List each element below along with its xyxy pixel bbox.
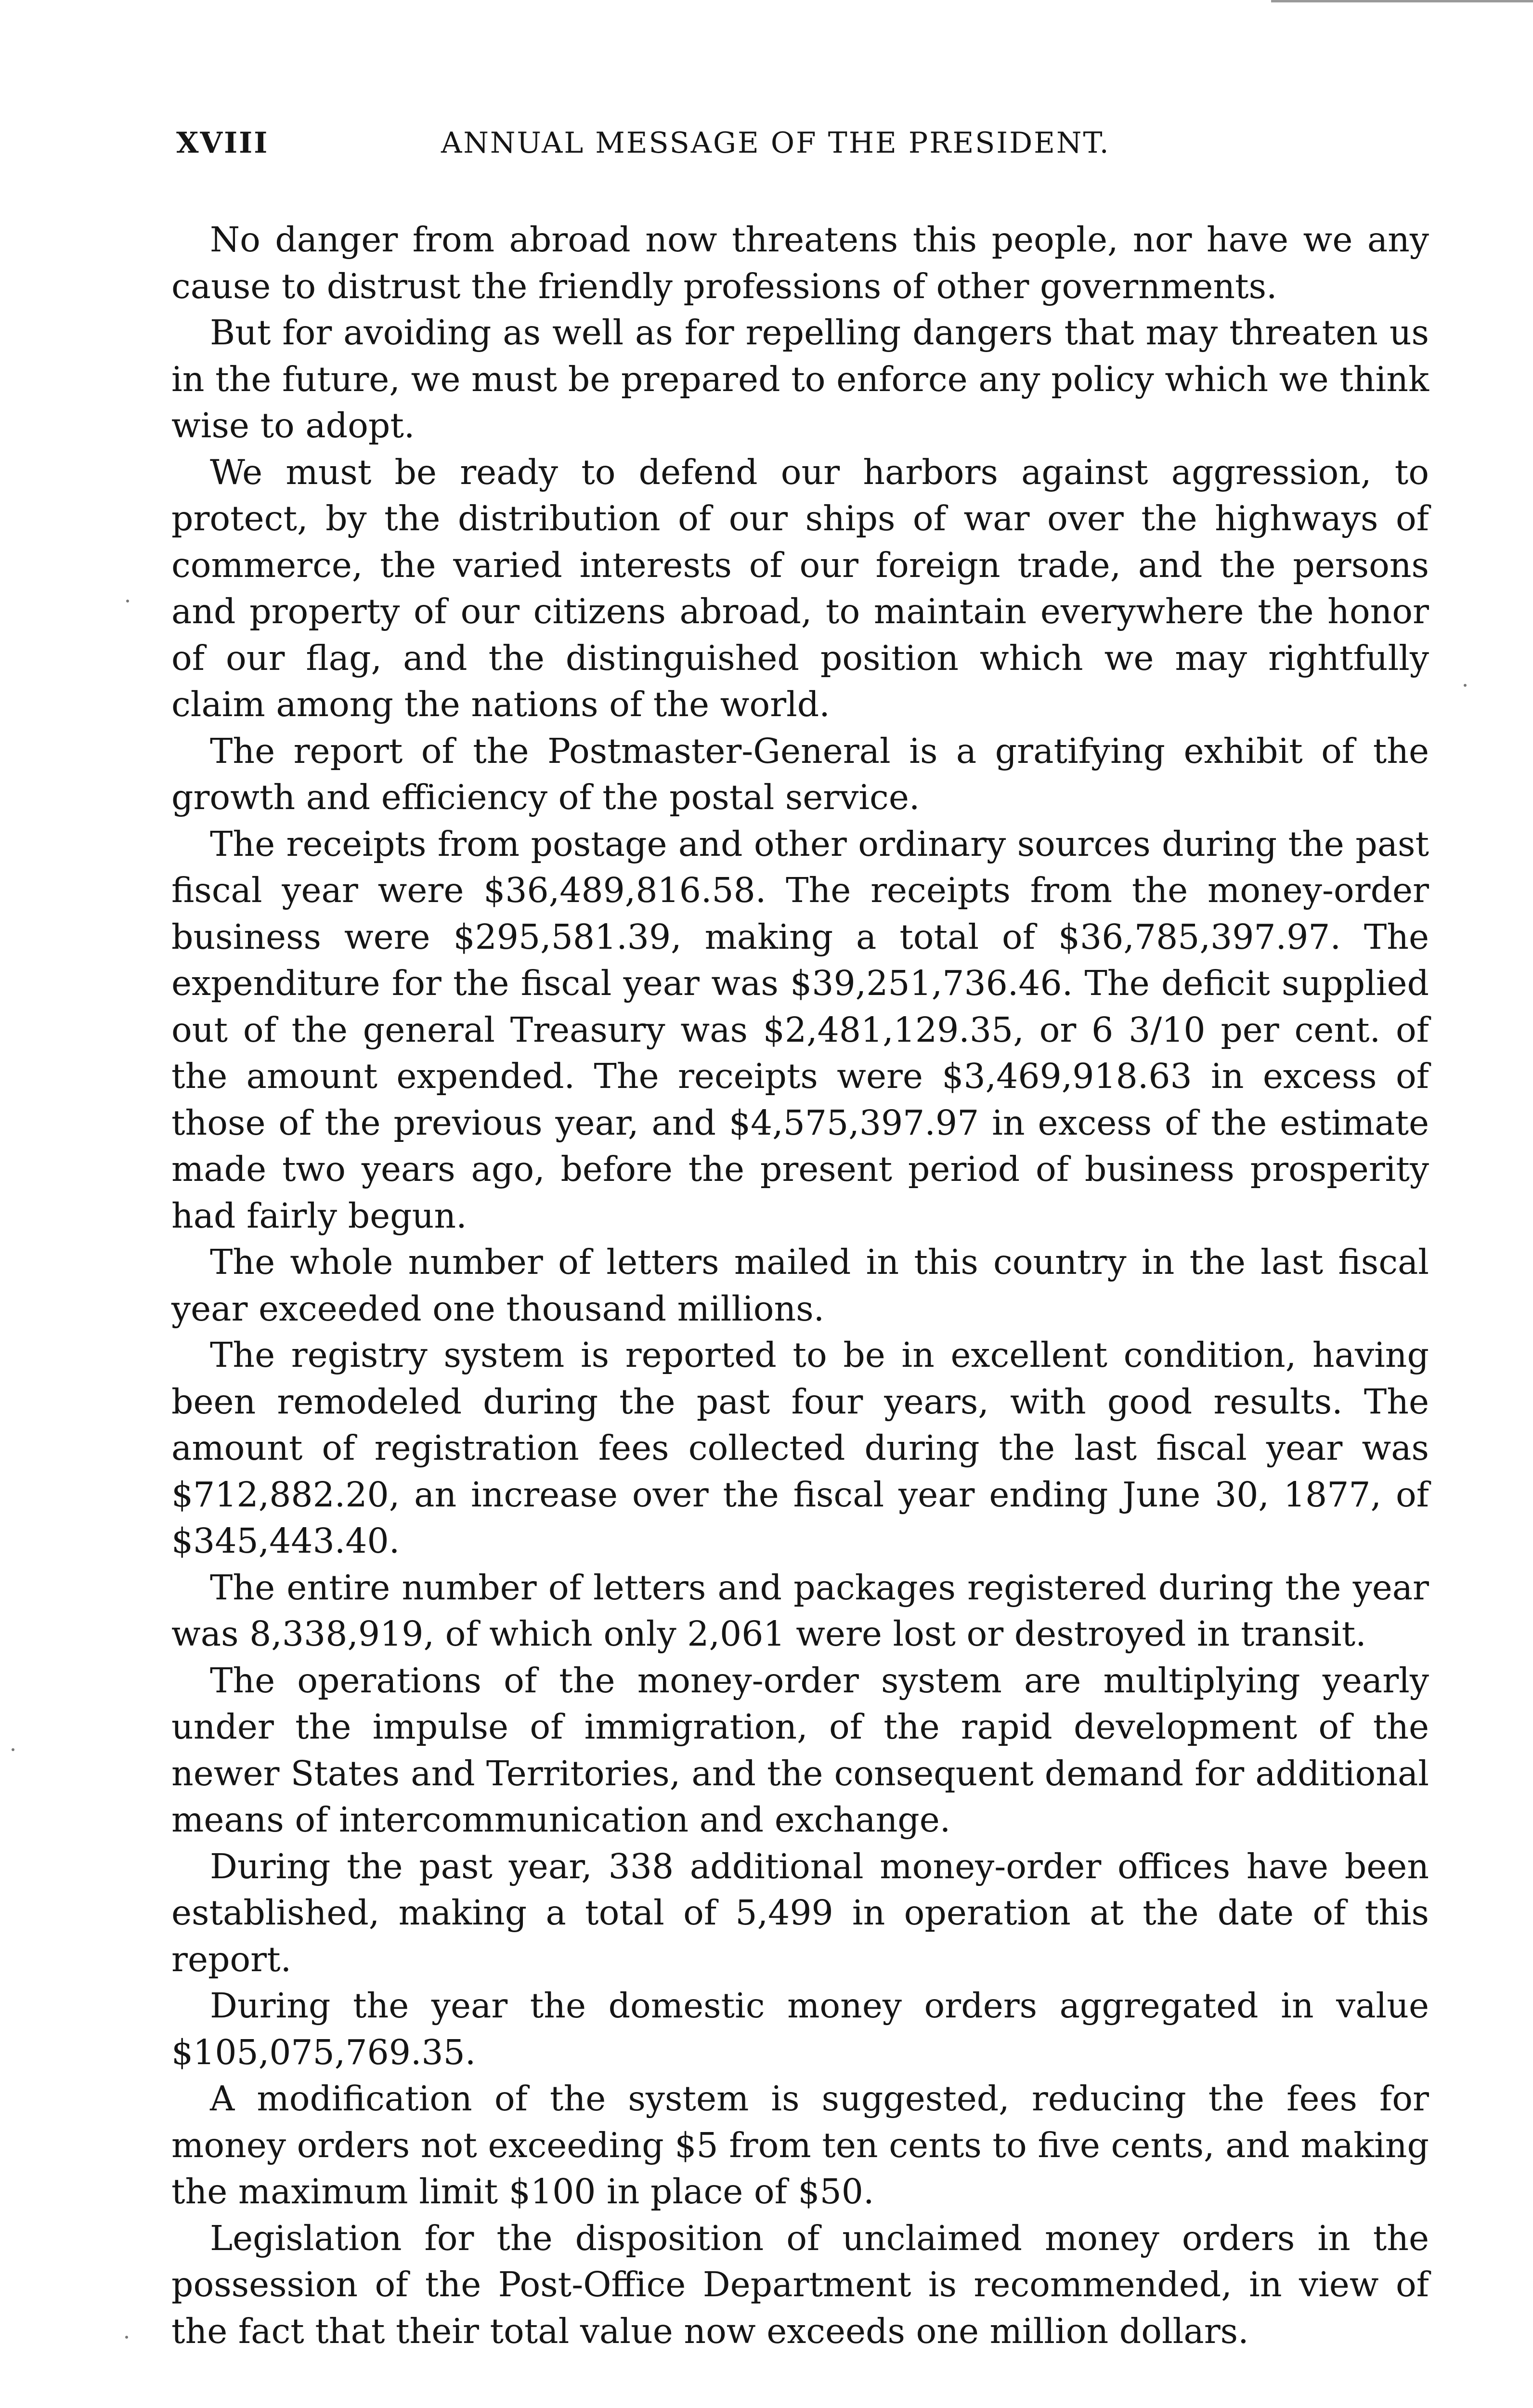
paragraph-fee-modification: A modification of the system is suggested, reducing the fees for money orders not exceeding $5 from ten cents to five cents, and making the maximum limit $100 in place of $50. bbox=[171, 2079, 1429, 2212]
scan-speck bbox=[1464, 684, 1467, 687]
paragraph-letters-mailed: The whole number of letters mailed in this country in the last fiscal year exceeded one thousand millions. bbox=[171, 1242, 1429, 1329]
paragraph-preparedness: But for avoiding as well as for repelling dangers that may threaten us in the future, we must be prepared to enforce any policy which we think wise to adopt. bbox=[171, 313, 1429, 445]
paragraph-registry-system: The registry system is reported to be in excellent condition, having been remodeled during the past four years, with good results. The amount of registration fees collected during the last fiscal year was $712,882.20, an increase over the fiscal year ending June 30, 1877, of $345,443.40. bbox=[171, 1335, 1429, 1561]
paragraph-money-order-operations: The operations of the money-order system are multiplying yearly under the impulse of immigration, of the rapid development of the newer States and Territories, and the consequent demand for additional means of intercommunication and exchange. bbox=[171, 1660, 1429, 1840]
scan-speck bbox=[126, 600, 129, 602]
document-page bbox=[171, 120, 1429, 2355]
scan-speck bbox=[12, 1748, 14, 1751]
paragraph-domestic-orders: During the year the domestic money orders aggregated in value $105,075,769.35. bbox=[171, 1986, 1429, 2072]
paragraph-postal-receipts: The receipts from postage and other ordinary sources during the past fiscal year were $36,489,816.58. The receipts from the money-order business were $295,581.39, making a total of $36,785,397.97. The expenditure for the fiscal year was $39,251,736.46. The deficit supplied out of the general Treasury was $2,481,129.35, or 6 3/10 per cent. of the amount expended. The receipts were $3,469,918.63 in excess of those of the previous year, and $4,575,397.97 in excess of the estimate made two years ago, before the present period of business prosperity had fairly begun. bbox=[171, 824, 1429, 1236]
page-number: XVIII bbox=[176, 126, 269, 160]
paragraph-postmaster-report: The report of the Postmaster-General is a gratifying exhibit of the growth and efficiency of the postal service. bbox=[171, 731, 1429, 817]
paragraph-money-order-offices: During the past year, 338 additional money-order offices have been established, making a total of 5,499 in operation at the date of this report. bbox=[171, 1846, 1429, 1979]
paragraph-unclaimed-orders: Legislation for the disposition of unclaimed money orders in the possession of the Post-Office Department is recommended, in view of the fact that their total value now exceeds one million dollars. bbox=[171, 2218, 1429, 2351]
paragraph-foreign-relations: No danger from abroad now threatens this people, nor have we any cause to distrust the friendly professions of other governments. bbox=[171, 220, 1429, 306]
running-header bbox=[171, 120, 1429, 164]
paragraph-registered-packages: The entire number of letters and packages registered during the year was 8,338,919, of which only 2,061 were lost or destroyed in transit. bbox=[171, 1567, 1429, 1654]
running-title: ANNUAL MESSAGE OF THE PRESIDENT. bbox=[441, 126, 1110, 160]
scan-edge-rule bbox=[1271, 0, 1533, 2]
message-body bbox=[171, 217, 1429, 2355]
scan-speck bbox=[125, 2336, 128, 2339]
paragraph-naval-defense: We must be ready to defend our harbors against aggression, to protect, by the distribution of our ships of war over the highways of commerce, the varied interests of our foreign trade, and the persons and property of our citizens abroad, to maintain everywhere the honor of our flag, and the distinguished position which we may rightfully claim among the nations of the world. bbox=[171, 452, 1429, 724]
